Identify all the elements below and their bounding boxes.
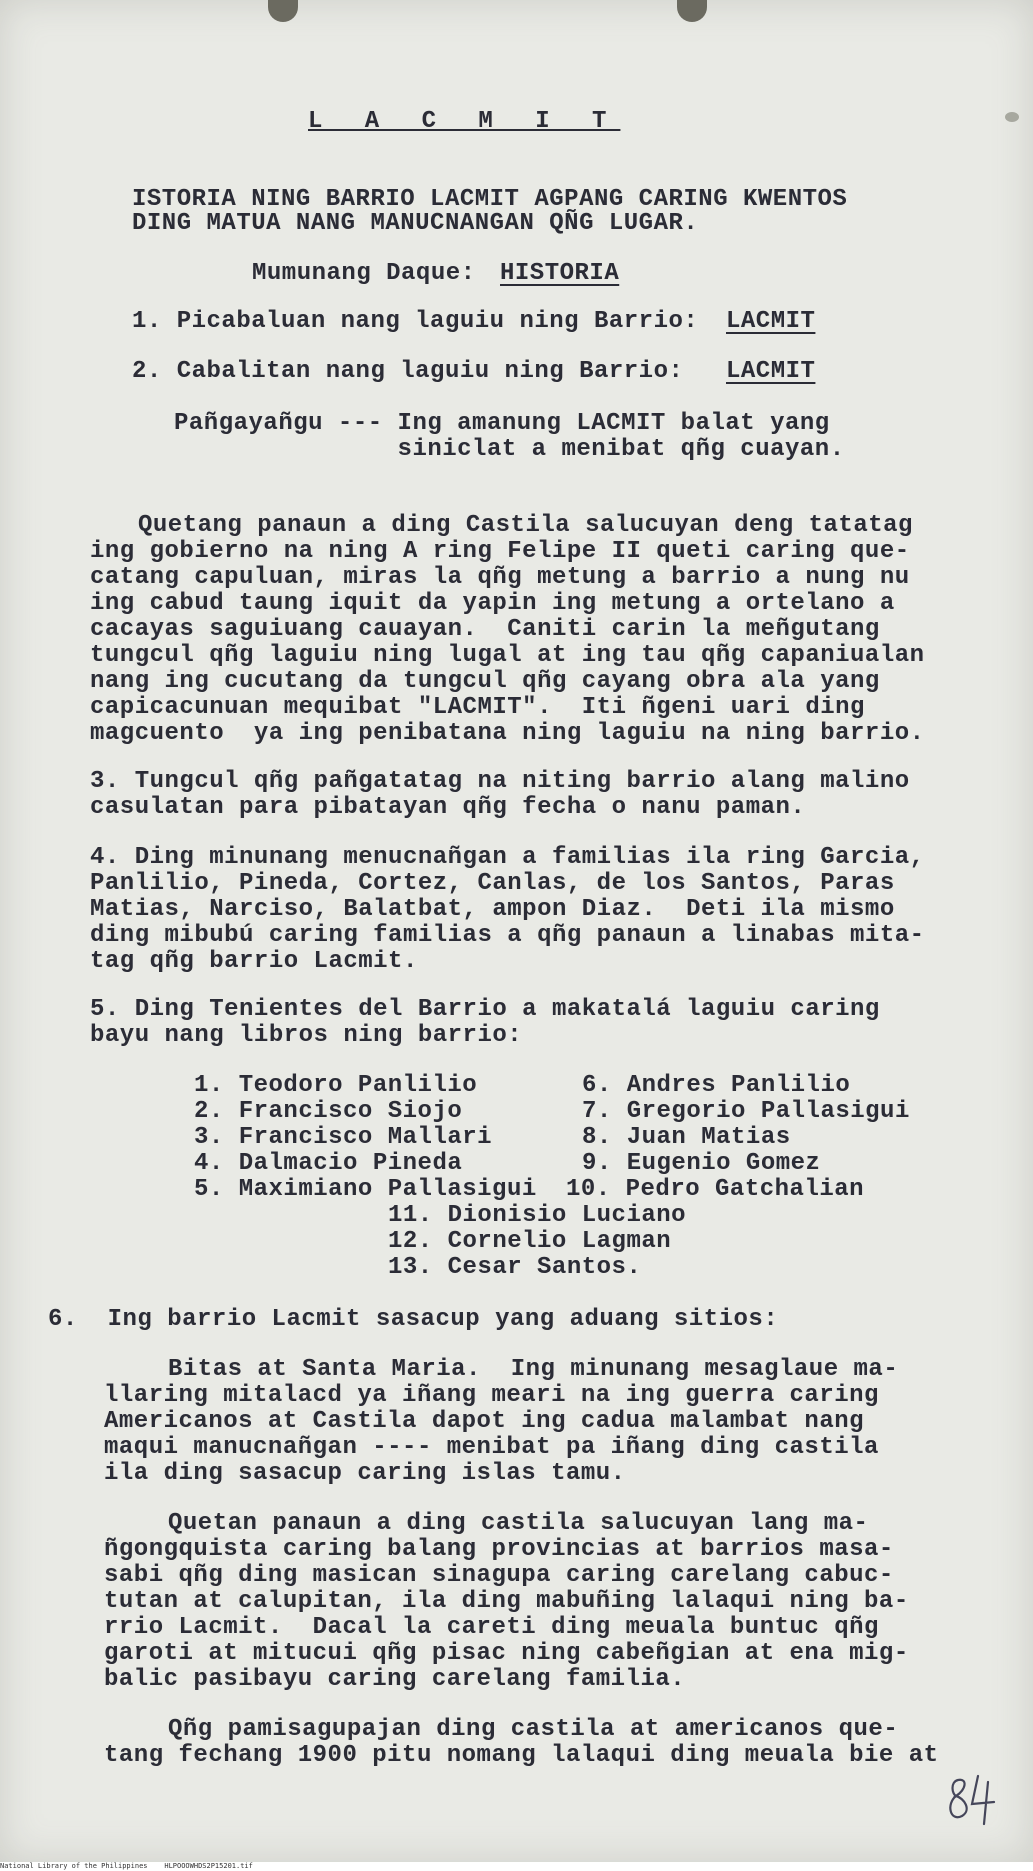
- intro-line-8: capicacunuan mequibat "LACMIT". Iti ñgeni uari ding: [90, 694, 865, 721]
- teniente-13: 13. Cesar Santos.: [388, 1254, 642, 1281]
- pangayangu-line-1: Pañgayañgu --- Ing amanung LACMIT balat yang: [174, 410, 830, 437]
- part-label: Mumunang Daque:: [252, 260, 476, 287]
- sitios-line-3: Americanos at Castila dapot ing cadua malambat nang: [104, 1408, 865, 1435]
- item4-line-1: 4. Ding minunang menucnañgan a familias ila ring Garcia,: [90, 844, 925, 871]
- intro-line-3: catang capuluan, miras la qñg metung a barrio a nung nu: [90, 564, 910, 591]
- item2-value: LACMIT: [726, 358, 816, 385]
- intro-line-4: ing cabud taung iquit da yapin ing metung a ortelano a: [90, 590, 895, 617]
- intro-line-6: tungcul qñg laguiu ning lugal at ing tau qñg capaniualan: [90, 642, 925, 669]
- item3-line-1: 3. Tungcul qñg pañgatatag na niting barrio alang malino: [90, 768, 910, 795]
- teniente-5: 5. Maximiano Pallasigui: [194, 1176, 537, 1203]
- punch-hole-right: [677, 0, 707, 22]
- document-title: L A C M I T: [308, 108, 621, 135]
- teniente-11: 11. Dionisio Luciano: [388, 1202, 687, 1229]
- intro-line-2: ing gobierno na ning A ring Felipe II queti caring que-: [90, 538, 910, 565]
- teniente-6: 6. Andres Panlilio: [582, 1072, 851, 1099]
- heading-line-1: ISTORIA NING BARRIO LACMIT AGPANG CARING KWENTOS: [132, 186, 848, 213]
- pangayangu-line-2: siniclat a menibat qñg cuayan.: [174, 436, 845, 463]
- item2-label: 2. Cabalitan nang laguiu ning Barrio:: [132, 358, 684, 385]
- archive-footer: National Library of the Philippines HLPOOOWHDS2P15201.tif: [0, 1862, 1033, 1871]
- teniente-3: 3. Francisco Mallari: [194, 1124, 493, 1151]
- conquista-line-6: garoti at mitucui qñg pisac ning cabeñgian at ena mig-: [104, 1640, 909, 1667]
- teniente-1: 1. Teodoro Panlilio: [194, 1072, 478, 1099]
- handwritten-page-number: [942, 1768, 1000, 1828]
- teniente-4: 4. Dalmacio Pineda: [194, 1150, 463, 1177]
- americanos-line-1: Qñg pamisagupajan ding castila at americanos que-: [168, 1716, 899, 1743]
- conquista-line-2: ñgongquista caring balang provincias at barrios masa-: [104, 1536, 894, 1563]
- teniente-12: 12. Cornelio Lagman: [388, 1228, 672, 1255]
- sitios-line-1: Bitas at Santa Maria. Ing minunang mesaglaue ma-: [168, 1356, 899, 1383]
- item1-value: LACMIT: [726, 308, 816, 335]
- sitios-line-4: maqui manucnañgan ---- menibat pa iñang ding castila: [104, 1434, 879, 1461]
- teniente-2: 2. Francisco Siojo: [194, 1098, 463, 1125]
- teniente-8: 8. Juan Matias: [582, 1124, 791, 1151]
- paper-stain: [1005, 112, 1019, 122]
- conquista-line-3: sabi qñg ding masican sinagupa caring carelang cabuc-: [104, 1562, 894, 1589]
- conquista-line-5: rrio Lacmit. Dacal la careti ding meuala buntuc qñg: [104, 1614, 879, 1641]
- item4-line-5: tag qñg barrio Lacmit.: [90, 948, 418, 975]
- conquista-line-7: balic pasibayu caring carelang familia.: [104, 1666, 686, 1693]
- teniente-10: 10. Pedro Gatchalian: [566, 1176, 865, 1203]
- part-value: HISTORIA: [500, 260, 620, 287]
- item3-line-2: casulatan para pibatayan qñg fecha o nanu paman.: [90, 794, 806, 821]
- teniente-9: 9. Eugenio Gomez: [582, 1150, 821, 1177]
- sitios-line-2: llaring mitalacd ya iñang meari na ing guerra caring: [104, 1382, 879, 1409]
- heading-line-2: DING MATUA NANG MANUCNANGAN QÑG LUGAR.: [132, 210, 699, 237]
- conquista-line-4: tutan at calupitan, ila ding mabuñing lalaqui ning ba-: [104, 1588, 909, 1615]
- item6-line: 6. Ing barrio Lacmit sasacup yang aduang sitios:: [48, 1306, 779, 1333]
- item4-line-4: ding mibubú caring familias a qñg panaun a linabas mita-: [90, 922, 925, 949]
- americanos-line-2: tang fechang 1900 pitu nomang lalaqui ding meuala bie at: [104, 1742, 939, 1769]
- intro-line-9: magcuento ya ing penibatana ning laguiu na ning barrio.: [90, 720, 925, 747]
- item4-line-2: Panlilio, Pineda, Cortez, Canlas, de los Santos, Paras: [90, 870, 895, 897]
- punch-hole-left: [268, 0, 298, 22]
- item5-line-1: 5. Ding Tenientes del Barrio a makatalá laguiu caring: [90, 996, 880, 1023]
- intro-line-5: cacayas saguiuang cauayan. Caniti carin la meñgutang: [90, 616, 880, 643]
- intro-line-7: nang ing cucutang da tungcul qñg cayang obra ala yang: [90, 668, 880, 695]
- intro-line-1: Quetang panaun a ding Castila salucuyan deng tatatag: [138, 512, 913, 539]
- item1-label: 1. Picabaluan nang laguiu ning Barrio:: [132, 308, 699, 335]
- sitios-line-5: ila ding sasacup caring islas tamu.: [104, 1460, 626, 1487]
- item4-line-3: Matias, Narciso, Balatbat, ampon Diaz. Deti ila mismo: [90, 896, 895, 923]
- teniente-7: 7. Gregorio Pallasigui: [582, 1098, 910, 1125]
- item5-line-2: bayu nang libros ning barrio:: [90, 1022, 523, 1049]
- conquista-line-1: Quetan panaun a ding castila salucuyan lang ma-: [168, 1510, 869, 1537]
